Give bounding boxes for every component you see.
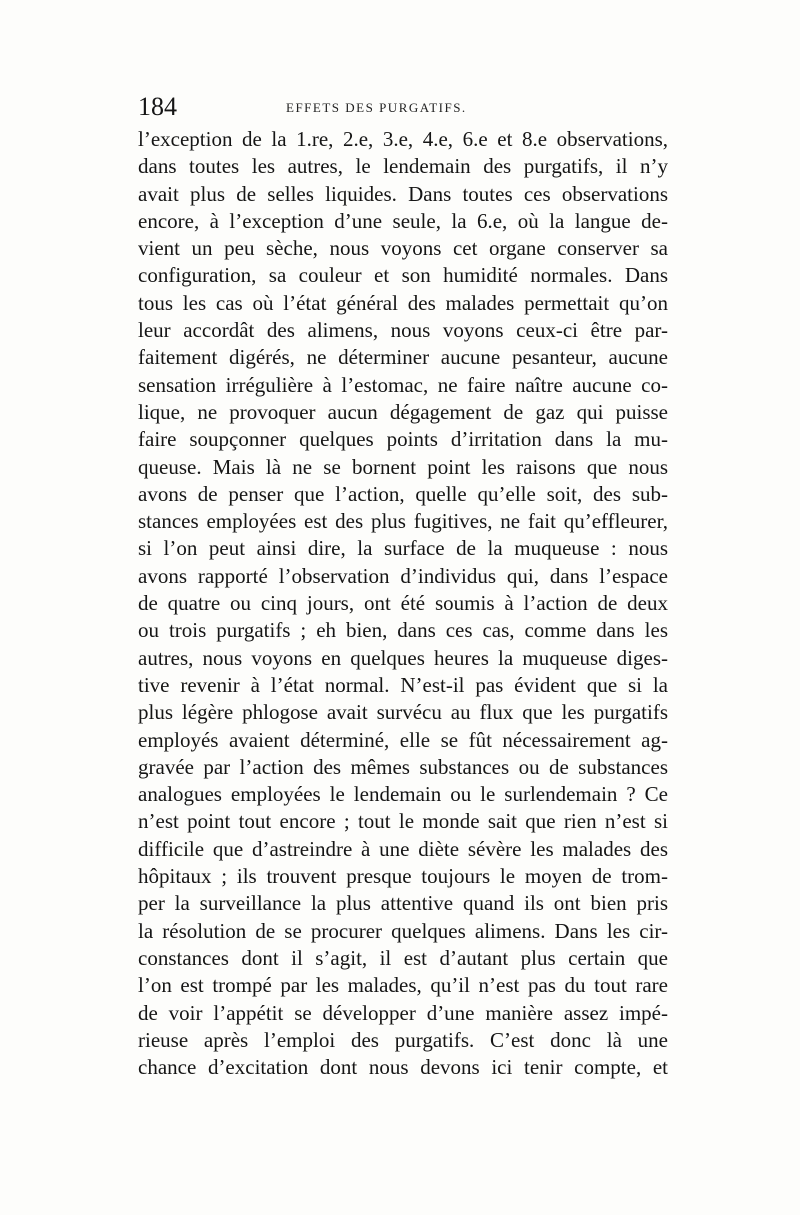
- text-line: de quatre ou cinq jours, ont été soumis à l’action de deux: [138, 591, 668, 616]
- text-line: avons rapporté l’observation d’individus qui, dans l’espace: [138, 563, 668, 588]
- text-line: n’est point tout encore ; tout le monde sait que rien n’est si: [138, 809, 668, 834]
- text-line: de voir l’appétit se développer d’une manière assez impé-: [138, 1000, 668, 1025]
- text-line: rieuse après l’emploi des purgatifs. C’est donc là une: [138, 1027, 668, 1052]
- text-line: si l’on peut ainsi dire, la surface de la muqueuse : nous: [138, 536, 668, 561]
- text-line: autres, nous voyons en quelques heures la muqueuse diges-: [138, 645, 668, 670]
- body-text: [138, 126, 668, 1081]
- text-line: configuration, sa couleur et son humidité normales. Dans: [138, 263, 668, 288]
- text-line: tous les cas où l’état général des malades permettait qu’on: [138, 290, 668, 315]
- text-line: avons de penser que l’action, quelle qu’elle soit, des sub-: [138, 481, 668, 506]
- text-line: encore, à l’exception d’une seule, la 6.e, où la langue de-: [138, 208, 668, 233]
- text-line: leur accordât des alimens, nous voyons ceux-ci être par-: [138, 318, 668, 343]
- text-line: l’on est trompé par les malades, qu’il n’est pas du tout rare: [138, 973, 668, 998]
- text-line: difficile que d’astreindre à une diète sévère les malades des: [138, 836, 668, 861]
- text-line: sensation irrégulière à l’estomac, ne faire naître aucune co-: [138, 372, 668, 397]
- page-number: 184: [138, 92, 177, 121]
- text-line: tive revenir à l’état normal. N’est-il pas évident que si la: [138, 672, 668, 697]
- text-line: chance d’excitation dont nous devons ici tenir compte, et: [138, 1055, 668, 1080]
- text-line: stances employées est des plus fugitives, ne fait qu’effleurer,: [138, 509, 668, 534]
- text-line: employés avaient déterminé, elle se fût nécessairement ag-: [138, 727, 668, 752]
- text-line: hôpitaux ; ils trouvent presque toujours le moyen de trom-: [138, 864, 668, 889]
- text-line: lique, ne provoquer aucun dégagement de gaz qui puisse: [138, 399, 668, 424]
- text-line: analogues employées le lendemain ou le surlendemain ? Ce: [138, 782, 668, 807]
- text-line: faire soupçonner quelques points d’irritation dans la mu-: [138, 427, 668, 452]
- running-head: [138, 92, 668, 122]
- text-line: gravée par l’action des mêmes substances ou de substances: [138, 754, 668, 779]
- text-line: per la surveillance la plus attentive quand ils ont bien pris: [138, 891, 668, 916]
- text-line: dans toutes les autres, le lendemain des purgatifs, il n’y: [138, 154, 668, 179]
- text-line: l’exception de la 1.re, 2.e, 3.e, 4.e, 6.e et 8.e observations,: [138, 127, 668, 151]
- text-line: queuse. Mais là ne se bornent point les raisons que nous: [138, 454, 668, 479]
- text-line: faitement digérés, ne déterminer aucune pesanteur, aucune: [138, 345, 668, 370]
- text-line: constances dont il s’agit, il est d’autant plus certain que: [138, 945, 668, 970]
- text-line: plus légère phlogose avait survécu au flux que les purgatifs: [138, 700, 668, 725]
- text-line: avait plus de selles liquides. Dans toutes ces observations: [138, 181, 668, 206]
- text-line: ou trois purgatifs ; eh bien, dans ces cas, comme dans les: [138, 618, 668, 643]
- running-title: EFFETS DES PURGATIFS.: [286, 100, 467, 115]
- text-line: vient un peu sèche, nous voyons cet organe conserver sa: [138, 236, 668, 261]
- text-line: la résolution de se procurer quelques alimens. Dans les cir-: [138, 918, 668, 943]
